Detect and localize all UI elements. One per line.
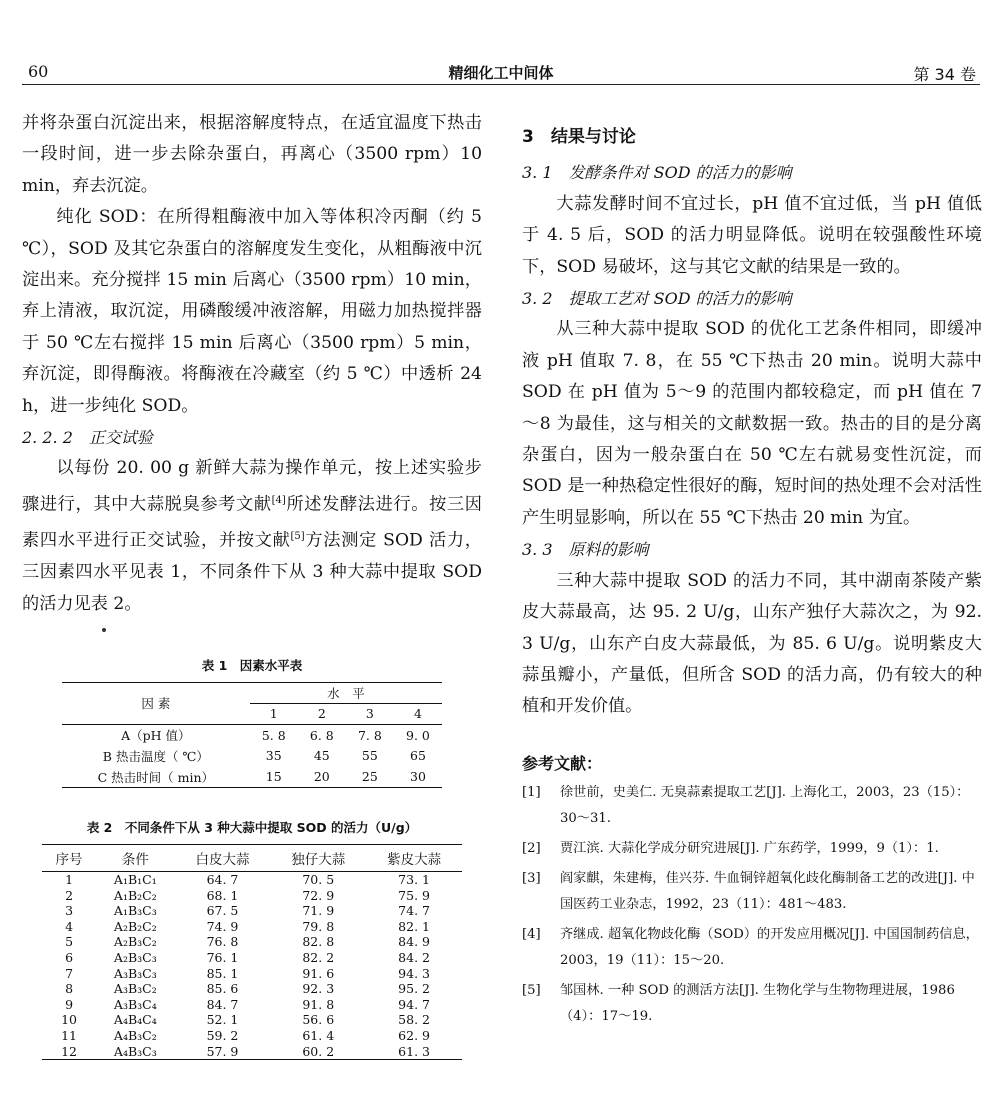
citation-5: [5] — [290, 531, 305, 543]
table2-cell: 70. 5 — [302, 871, 335, 887]
reference-item — [522, 978, 982, 1030]
table2-cell: 94. 3 — [398, 965, 430, 981]
table2-cell: A₂B₃C₂ — [113, 934, 157, 950]
table2-row — [42, 997, 462, 1013]
table2-cell: 60. 2 — [270, 1044, 366, 1060]
table2-cell: 73. 1 — [398, 871, 430, 887]
table2-cell: A₂B₃C₃ — [113, 949, 157, 965]
table2-row — [42, 1012, 462, 1028]
table1-cell: 35 — [265, 748, 282, 764]
table1-cell: 15 — [250, 766, 298, 787]
table1-cell: 5. 8 — [261, 727, 286, 743]
table2-header: 序号 — [42, 844, 96, 871]
table1-row — [62, 766, 442, 787]
table2-cell: 11 — [61, 1027, 77, 1043]
reference-number: [2] — [522, 840, 541, 856]
page-header — [22, 58, 980, 85]
table1-cell: 30 — [394, 766, 442, 787]
table2-row — [42, 950, 462, 966]
table2-cell: 82. 8 — [302, 934, 335, 950]
table1-cell: 20 — [298, 766, 346, 787]
table2-row — [42, 1044, 462, 1060]
reference-text: 贾江滨. 大蒜化学成分研究进展[J]. 广东药学，1999，9（1）：1. — [560, 840, 939, 856]
table2-cell: 58. 2 — [398, 1012, 430, 1028]
reference-item — [522, 836, 982, 862]
references-list — [522, 780, 982, 1030]
table2-cell: 67. 5 — [206, 903, 239, 919]
table2-cell: 82. 2 — [302, 949, 335, 965]
table2-cell: 57. 9 — [175, 1044, 271, 1060]
table2-cell: 7 — [65, 965, 74, 981]
table2-header: 条件 — [96, 844, 175, 871]
page-number: 60 — [28, 62, 49, 81]
table2-header: 白皮大蒜 — [175, 844, 271, 871]
table2-cell: 68. 1 — [206, 887, 239, 903]
section-2-2-2-heading: 2. 2. 2 正交试验 — [22, 428, 153, 448]
table2-row — [42, 934, 462, 950]
table1-cell: 25 — [346, 766, 394, 787]
table2-row — [42, 903, 462, 919]
section-3-2-heading: 3. 2 提取工艺对 SOD 的活力的影响 — [522, 289, 792, 309]
table2-cell: A₁B₃C₃ — [113, 903, 157, 919]
table1-caption: 表 1 因素水平表 — [201, 657, 303, 673]
table2-row — [42, 888, 462, 904]
paragraph-purify-sod: 纯化 SOD：在所得粗酶液中加入等体积冷丙酮（约 5 ℃），SOD 及其它杂蛋白的溶解度发生变化，从粗酶液中沉淀出来。充分搅拌 15 min 后离心（3500 rpm）10 min，弃上清液，取沉淀，用磷酸缓冲液溶解，用磁力加热搅拌器于 50 ℃左右搅拌 15 min 后离心（3500 rpm）5 min，弃沉淀，即得酶液。将酶液在冷藏室（约 5 ℃）中透析 24 h，进一步纯化 SOD。 — [22, 207, 482, 416]
table2-cell: A₄B₄C₄ — [113, 1012, 157, 1028]
table2-cell: 61. 4 — [302, 1027, 335, 1043]
paragraph-fermentation: 大蒜发酵时间不宜过长，pH 值不宜过低，当 pH 值低于 4. 5 后，SOD 的活力明显降低。说明在较强酸性环境下，SOD 易破坏，这与其它文献的结果是一致的。 — [522, 193, 982, 277]
paragraph-continued: 并将杂蛋白沉淀出来，根据溶解度特点，在适宜温度下热击一段时间，进一步去除杂蛋白，再离心（3500 rpm）10 min，弃去沉淀。 — [22, 113, 482, 196]
section-3-1-heading: 3. 1 发酵条件对 SOD 的活力的影响 — [522, 163, 792, 183]
table2-cell: 84. 9 — [398, 934, 430, 950]
table1-cell: C 热击时间（ min） — [62, 766, 250, 787]
table2-cell: 62. 9 — [398, 1027, 430, 1043]
table2-cell: 75. 9 — [398, 887, 430, 903]
table2-cell: A₃B₃C₄ — [113, 996, 157, 1012]
table1-cell: 55 — [361, 748, 378, 764]
table2-cell: A₂B₂C₂ — [113, 918, 157, 934]
table2-cell: 79. 8 — [302, 918, 335, 934]
paragraph-raw-material: 三种大蒜中提取 SOD 的活力不同，其中湖南茶陵产紫皮大蒜最高，达 95. 2 U/g，山东产独仔大蒜次之，为 92. 3 U/g，山东产白皮大蒜最低，为 85. 6 U/g。说明紫皮大蒜虽瓣小，产量低，但所含 SOD 的活力高，仍有较大的种植和开发价值。 — [522, 570, 982, 717]
table2-caption: 表 2 不同条件下从 3 种大蒜中提取 SOD 的活力（U/g） — [86, 819, 418, 835]
paragraph-orthogonal-test — [22, 453, 482, 620]
table2-sod-activity — [42, 844, 462, 1060]
right-column — [522, 108, 982, 1034]
reference-number: [4] — [522, 926, 541, 942]
table2-cell: 10 — [61, 1012, 77, 1028]
table1-cell: 45 — [313, 748, 330, 764]
reference-text: 徐世前，史美仁. 无臭蒜素提取工艺[J]. 上海化工，2003，23（15）：30～31. — [560, 784, 970, 826]
table2-cell: 5 — [65, 934, 74, 950]
table2-cell: 12 — [42, 1044, 96, 1060]
table2-cell: 84. 7 — [206, 996, 239, 1012]
table2-cell: 3 — [65, 903, 74, 919]
table1-cell: B 热击温度（ ℃） — [102, 748, 209, 764]
reference-text: 阎家麒，朱建梅，佳兴芬. 牛血铜锌超氧化歧化酶制备工艺的改进[J]. 中国医药工业杂志，1992，23（11）：481～483. — [560, 870, 975, 912]
table2-cell: A₃B₃C₂ — [113, 981, 157, 997]
table2-cell: 64. 7 — [206, 871, 239, 887]
table2-cell: 85. 6 — [206, 981, 239, 997]
reference-number: [1] — [522, 784, 541, 800]
table2-cell: 74. 7 — [398, 903, 430, 919]
table2-cell: 61. 3 — [366, 1044, 462, 1060]
table2-cell: 71. 9 — [302, 903, 335, 919]
reference-item — [522, 922, 982, 974]
section-3-heading: 3 结果与讨论 — [522, 127, 636, 147]
reference-item — [522, 780, 982, 832]
table2-cell: 91. 6 — [302, 965, 335, 981]
table2-row — [42, 1028, 462, 1044]
table2-cell: 94. 7 — [398, 996, 430, 1012]
table2-cell: 84. 2 — [398, 949, 430, 965]
table2-body — [42, 871, 462, 1059]
paragraph-extraction: 从三种大蒜中提取 SOD 的优化工艺条件相同，即缓冲液 pH 值取 7. 8，在 55 ℃下热击 20 min。说明大蒜中 SOD 在 pH 值为 5～9 的范围内都较稳定，而 pH 值在 7～8 为最佳，这与相关的文献数据一致。热击的目的是分离杂蛋白，因为一般杂蛋白在 50 ℃左右就易变性沉淀，而 SOD 是一种热稳定性很好的酶，短时间的热处理不会对活性产生明显影响，所以在 55 ℃下热击 20 min 为宜。 — [522, 319, 982, 528]
table2-cell: 92. 3 — [302, 981, 335, 997]
table2-row — [42, 966, 462, 982]
table2-row — [42, 981, 462, 997]
table1-row — [62, 724, 442, 745]
table2-cell: 76. 1 — [206, 949, 239, 965]
section-3-3-heading: 3. 3 原料的影响 — [522, 540, 649, 560]
table2-cell: 74. 9 — [206, 918, 239, 934]
table2-cell: 52. 1 — [206, 1012, 239, 1028]
table2-cell: A₁B₁C₁ — [113, 871, 157, 887]
table1-level-header: 水 平 — [250, 682, 442, 703]
table2-header: 独仔大蒜 — [270, 844, 366, 871]
table1-level-2: 2 — [298, 703, 346, 724]
table2-cell: A₄B₃C₃ — [96, 1044, 175, 1060]
table1-cell: 9. 0 — [406, 727, 430, 743]
table2-cell: 85. 1 — [206, 965, 239, 981]
table2-cell: A₃B₃C₃ — [113, 965, 157, 981]
table2-cell: A₄B₃C₂ — [113, 1027, 157, 1043]
paragraph-orthogonal-text-c: 方法测定 SOD 活力，三因素四水平见表 1，不同条件下从 3 种大蒜中提取 SOD 的活力见表 2。 — [22, 530, 482, 614]
table2-cell: 8 — [65, 981, 74, 997]
table1-cell: 7. 8 — [357, 727, 382, 743]
table2-row — [42, 871, 462, 887]
references-heading: 参考文献： — [522, 753, 603, 773]
table2-cell: 76. 8 — [206, 934, 239, 950]
left-column — [22, 108, 482, 1060]
table1-factor-header: 因 素 — [62, 682, 250, 724]
stray-dot — [22, 620, 482, 642]
table1-row — [62, 745, 442, 766]
table2-cell: 59. 2 — [206, 1027, 239, 1043]
table2-cell: 72. 9 — [302, 887, 335, 903]
paragraph-orthogonal-text-a: 以每份 20. 00 g 新鲜大蒜为操作单元，按上述实验步骤进行，其中大蒜脱臭参考文献 — [22, 458, 482, 515]
volume-label: 第 34 卷 — [913, 65, 976, 84]
table1-cell: 65 — [410, 748, 426, 764]
table2-cell: 4 — [65, 918, 74, 934]
table1-factor-levels — [62, 682, 442, 788]
journal-title: 精细化工中间体 — [448, 64, 554, 82]
table1-level-1: 1 — [250, 703, 298, 724]
table2-cell: 6 — [65, 949, 74, 965]
table1-cell: A（pH 值） — [121, 728, 191, 744]
table2-header: 紫皮大蒜 — [366, 844, 462, 871]
table2-cell: 56. 6 — [302, 1012, 335, 1028]
table1-level-4: 4 — [394, 703, 442, 724]
table1-level-3: 3 — [346, 703, 394, 724]
table2-cell: 82. 1 — [398, 918, 430, 934]
table2-cell: A₁B₂C₂ — [113, 887, 157, 903]
table1-cell: 6. 8 — [309, 727, 334, 743]
table2-cell: 95. 2 — [398, 981, 430, 997]
table2-cell: 91. 8 — [302, 996, 335, 1012]
reference-item — [522, 866, 982, 918]
reference-text: 齐继成. 超氧化物歧化酶（SOD）的开发应用概况[J]. 中国国制药信息，2003，19（11）：15～20. — [560, 926, 979, 968]
table2-row — [42, 919, 462, 935]
table2-cell: 2 — [65, 887, 74, 903]
reference-number: [3] — [522, 870, 541, 886]
reference-text: 邹国林. 一种 SOD 的测活方法[J]. 生物化学与生物物理进展，1986（4）：17～19. — [560, 982, 955, 1024]
citation-4: [4] — [271, 494, 286, 506]
table2-cell: 1 — [65, 871, 74, 887]
paragraph-orthogonal-text-b: 所述发酵法进行。按三因素四水平进行正交试验，并按文献 — [22, 494, 482, 551]
reference-number: [5] — [522, 982, 541, 998]
table2-cell: 9 — [65, 996, 74, 1012]
